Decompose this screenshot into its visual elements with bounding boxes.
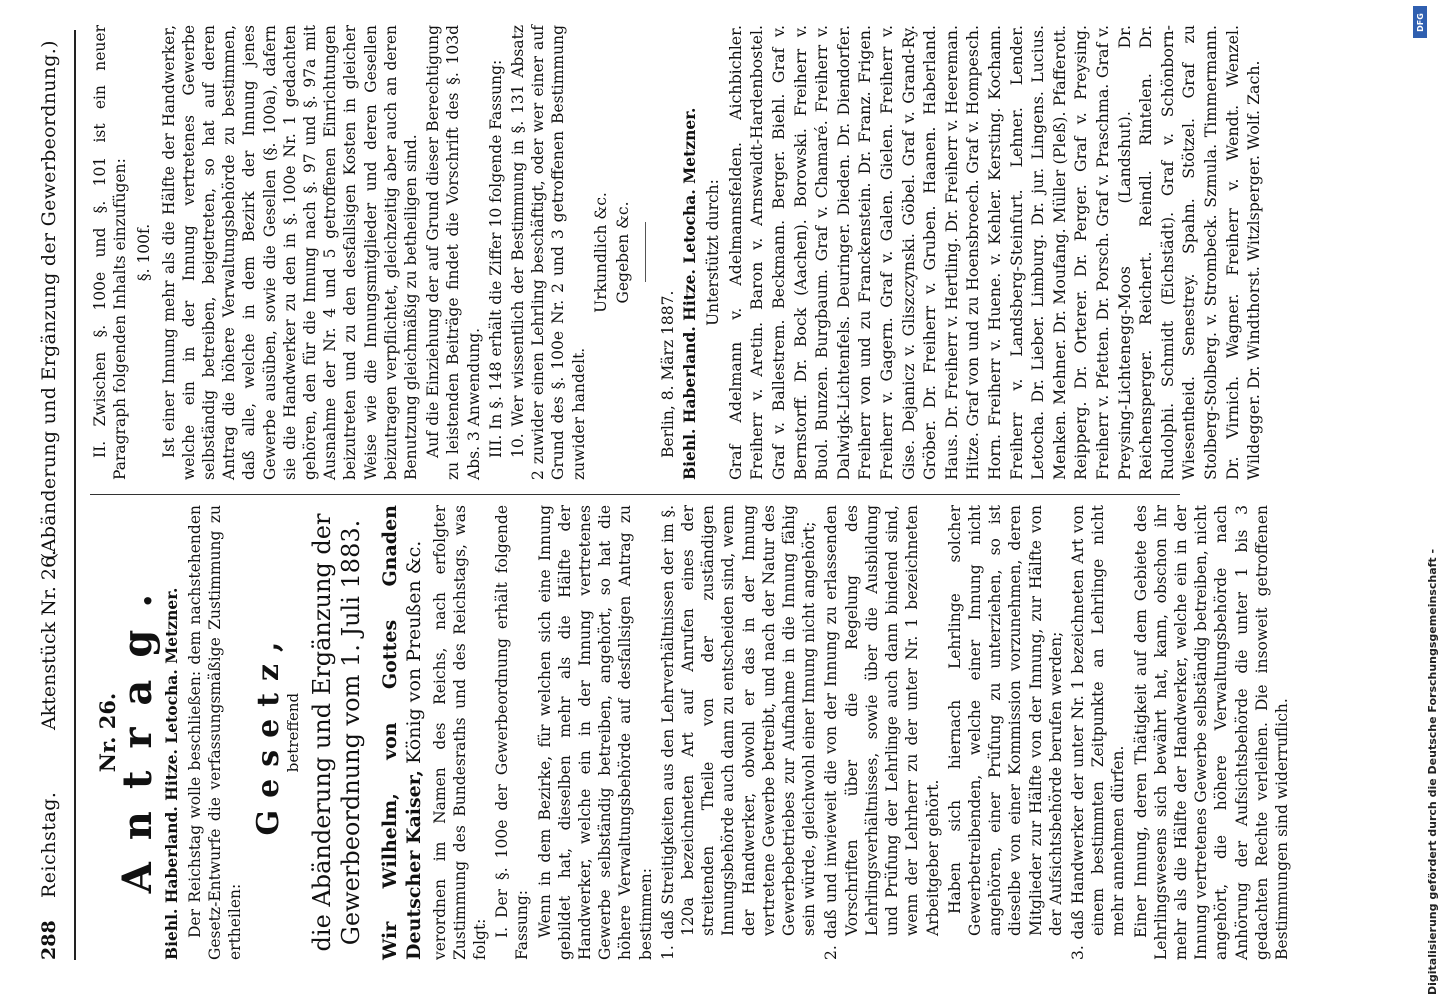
clause-10: 10. Wer wissentlich der Bestimmung in §. 131 Absatz 2 zuwider einen Lehrling beschäftigt, oder wer einer auf Grund des §. 100e Nr. 2 und 3 getroffenen Bestimmung zuwider handelt. (509, 25, 588, 480)
dfg-logo: DFG (1413, 6, 1427, 38)
article-2: II. Zwischen §. 100e und §. 101 ist ein neuer Paragraph folgenden Inhalts einzufügen: (91, 25, 130, 480)
article-1: I. Der §. 100e der Gewerbeordnung erhält folgende Fassung: (493, 505, 532, 960)
left-sponsors: Biehl. Haberland. Hitze. Letocha. Metzner. (162, 587, 182, 960)
document-number: Aktenstück Nr. 26. (38, 549, 60, 730)
intro-text: Der Reichstag wolle beschließen: dem nachstehenden Gesetz-Entwurfe die verfassungsmäßige Zustimmung zu ertheilen: (185, 505, 245, 960)
law-title: die Abänderung und Ergänzung der Gewerbeordnung vom 1. Juli 1883. (307, 513, 365, 952)
paragraph-100f-text-2: Auf die Einziehung der auf Grund dieser Berechtigung zu leistenden Beiträge findet die Vorschrift des §. 103d Abs. 3 Anwendung. (424, 25, 483, 480)
item-2-continuation: Haben sich hiernach Lehrlinge solcher Gewerbetreibenden, welche einer Innung nicht angehören, einer Prüfung zu unterziehen, so ist dieselbe von einer Kommission vorzunehmen, deren Mitglieder zur Hälfte von der Innung, zur Hälfte von der Aufsichtsbehörde berufen werden; (945, 505, 1065, 936)
right-column (90, 25, 1267, 480)
header-rule (74, 30, 76, 960)
short-rule (645, 223, 646, 283)
gegeben: Gegeben &c. (614, 201, 633, 304)
enactment-body: verordnen im Namen des Reichs, nach erfolgter Zustimmung des Bundesraths und des Reichstags, was folgt: (430, 505, 490, 960)
enactment-head (378, 505, 426, 960)
item-3: 3. daß Handwerker der unter Nr. 1 bezeichneten Art von einem bestimmten Zeitpunkte an Lehrlinge nicht mehr annehmen dürfen. (1068, 505, 1128, 960)
betreffend: betreffend (284, 692, 303, 773)
enactment-head-text: Wir Wilhelm, von Gottes Gnaden Deutscher Kaiser, (378, 505, 425, 960)
antrag-heading: Antrag. (114, 571, 162, 894)
left-column (90, 505, 1294, 960)
supporters-list: Graf Adelmann v. Adelmannsfelden. Aichbichler. Freiherr v. Aretin. Baron v. Arnswaldt-Hardenbostel. Graf v. Ballestrem. Beckmann. Berger. Biehl. Graf v. Bernstorff. Dr. Bock (Aachen). Borowski. Freiherr v. Buol. Bunzen. Burgbaum. Graf v. Chamaré. Freiherr v. Dalwigk-Lichtenfels. Deuringer. Dieden. Dr. Diendorfer. Freiherr von und zu Franckenstein. Dr. Franz. Frigen. Freiherr v. Gagern. Graf v. Galen. Gielen. Freiherr v. Gise. Dejanicz v. Gliszczynski. Göbel. Graf v. Grand-Ry. Gröber. Dr. Freiherr v. Gruben. Haanen. Haberland. Haus. Dr. Freiherr v. Hertling. Dr. Freiherr v. Heereman. Hitze. Graf von und zu Hoensbroech. Graf v. Hompesch. Horn. Freiherr v. Huene. v. Kehler. Kersting. Kochann. Freiherr v. Landsberg-Steinfurt. Lehner. Lender. Letocha. Dr. Lieber. Limburg. Dr. jur. Lingens. Lucius. Menken. Mehner. Dr. Moufang. Müller (Pleß). Pfafferott. Reipperg. Dr. Orterer. Dr. Perger. Graf v. Preysing. Freiherr v. Pfetten. Dr. Porsch. Graf v. Praschma. Graf v. Preysing-Lichtenegg-Moos (Landshut). Dr. Reichensperger. Reichert. Reindl. Rintelen. Dr. Rudolphi. Schmidt (Eichstädt). Graf v. Schönborn-Wiesentheid. Senestrey. Spahn. Stötzel. Graf zu Stolberg-Stolberg. v. Strombeck. Szmula. Timmermann. Dr. Virnich. Wagner. Freiherr v. Wendt. Wenzel. Wildegger. Dr. Windthorst. Witzlsperger. Wolf. Zach. (725, 25, 1264, 480)
paragraph-100f: §. 100f. (135, 223, 154, 282)
header-subject: (Abänderung und Ergänzung der Gewerbeordnung.) (38, 40, 60, 560)
digitization-credit (1408, 0, 1439, 1000)
paragraph-100f-text: Ist einer Innung mehr als die Hälfte der Handwerker, welche ein in der Innung vertretenes Gewerbe selbständig betreiben, beigetreten, so hat auf deren Antrag die höhere Verwaltungsbehörde zu bestimmen, daß alle, welche in dem Bezirk der Innung jenes Gewerbe ausüben, sowie die Gesellen (§. 100a), dafern sie die Handwerker zu den in §. 100e Nr. 1 gedachten gehören, den für die Innung nach §. 97 und §. 97a mit Ausnahme der Nr. 4 und 5 getroffenen Einrichtungen beizutreten und zu den desfallsigen Kosten in gleicher Weise wie die Innungsmitglieder und deren Gesellen beizutragen verpflichtet, gleichzeitig aber auch an deren Benutzung gleichmäßig zu betheiligen sind. (159, 25, 421, 480)
support-heading: Unterstützt durch: (703, 179, 722, 326)
paragraph-2: Einer Innung, deren Thätigkeit auf dem Gebiete des Lehrlingswesens sich bewährt hat, kann, obschon ihr mehr als die Hälfte der Handwerker, welche ein in der Innung vertretenes Gewerbe selbständig betreiben, nicht angehört, die höhere Verwaltungsbehörde nach Anhörung der Aufsichtsbehörde die unter 1 bis 3 gedachten Rechte verleihen. Die insoweit getroffenen Bestimmungen sind widerruflich. (1131, 505, 1291, 960)
publication-name: Reichstag. (38, 791, 60, 898)
article-3: III. In §. 148 erhält die Ziffer 10 folgende Fassung: (486, 59, 505, 458)
item-2: 2. daß und inwieweit die von der Innung zu erlassenden Vorschriften über die Regelung des Lehrlingsverhältnisses, sowie über die Ausbildung und Prüfung der Lehrlinge auch dann bindend sind, wenn der Lehrherr zu der unter Nr. 1 bezeichneten Arbeitgeber gehört. (822, 505, 942, 960)
law-word: Gesetz, (251, 629, 287, 836)
running-header (38, 30, 68, 960)
item-1: 1. daß Streitigkeiten aus den Lehrverhältnissen der im §. 120a bezeichneten Art auf Anrufen eines der streitenden Theile von der zuständigen Innungsbehörde auch dann zu entscheiden sind, wenn der Handwerker, obwohl er das in der Innung vertretene Gewerbe betreibt, und nach der Natur des Gewerbebetriebes zur Aufnahme in die Innung fähig sein würde, gleichwohl einer Innung nicht angehört; (658, 505, 819, 960)
column-divider (90, 494, 1180, 495)
urkundlich: Urkundlich &c. (591, 192, 610, 313)
item-number: Nr. 26. (95, 692, 120, 773)
date-line: Berlin, 8. März 1887. (659, 290, 678, 458)
right-sponsors: Biehl. Haberland. Hitze. Letocha. Metzner. (680, 107, 700, 480)
credit-text: Digitalisierung gefördert durch die Deutsche Forschungsgemeinschaft - (1426, 548, 1439, 995)
enactment-tail: König von Preußen &c. (402, 540, 425, 764)
page-number: 288 (38, 920, 60, 960)
paragraph-1: Wenn in dem Bezirke, für welchen sich eine Innung gebildet hat, dieselben mehr als die Hälfte der Handwerker, welche ein in der Innung vertretenes Gewerbe selbständig betreiben, angehört, so hat die höhere Verwaltungsbehörde auf desfallsigen Antrag zu bestimmen: (535, 505, 655, 960)
